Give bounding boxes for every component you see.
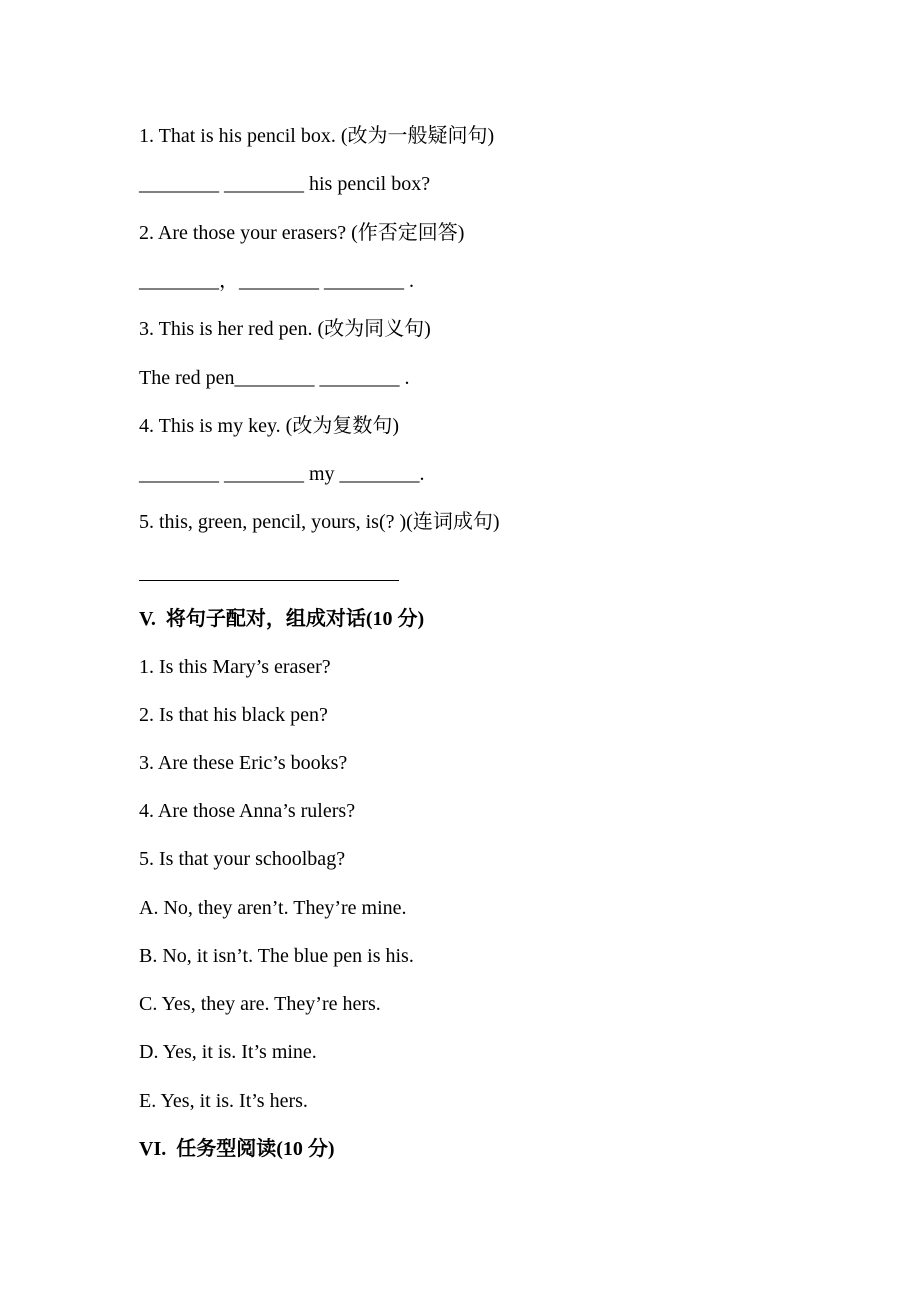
match-question: 2. Is that his black pen? xyxy=(139,704,328,726)
match-question: 4. Are those Anna’s rulers? xyxy=(139,800,356,822)
match-answer: C. Yes, they are. They’re hers. xyxy=(139,993,381,1015)
question-1-prompt: 1. That is his pencil box. (改为一般疑问句) xyxy=(139,125,495,147)
match-answer: D. Yes, it is. It’s mine. xyxy=(139,1041,317,1063)
match-question: 1. Is this Mary’s eraser? xyxy=(139,656,331,678)
question-2-prompt: 2. Are those your erasers? (作否定回答) xyxy=(139,222,465,244)
question-4-prompt: 4. This is my key. (改为复数句) xyxy=(139,415,399,437)
match-answer: B. No, it isn’t. The blue pen is his. xyxy=(139,945,414,967)
section-v-heading: V. 将句子配对，组成对话(10 分) xyxy=(139,608,425,630)
question-1-answer: ________ ________ his pencil box? xyxy=(139,173,431,195)
match-question: 5. Is that your schoolbag? xyxy=(139,848,346,870)
section-vi-heading: VI. 任务型阅读(10 分) xyxy=(139,1138,335,1160)
match-answer: A. No, they aren’t. They’re mine. xyxy=(139,897,407,919)
question-3-prompt: 3. This is her red pen. (改为同义句) xyxy=(139,318,431,340)
match-question: 3. Are these Eric’s books? xyxy=(139,752,348,774)
question-5-prompt: 5. this, green, pencil, yours, is(? )(连词成句) xyxy=(139,511,500,533)
question-3-answer: The red pen________ ________ . xyxy=(139,367,410,389)
question-2-answer: ________，________ ________ . xyxy=(139,270,414,292)
match-answer: E. Yes, it is. It’s hers. xyxy=(139,1090,308,1112)
answer-blank-line xyxy=(139,580,399,581)
question-4-answer: ________ ________ my ________. xyxy=(139,463,425,485)
